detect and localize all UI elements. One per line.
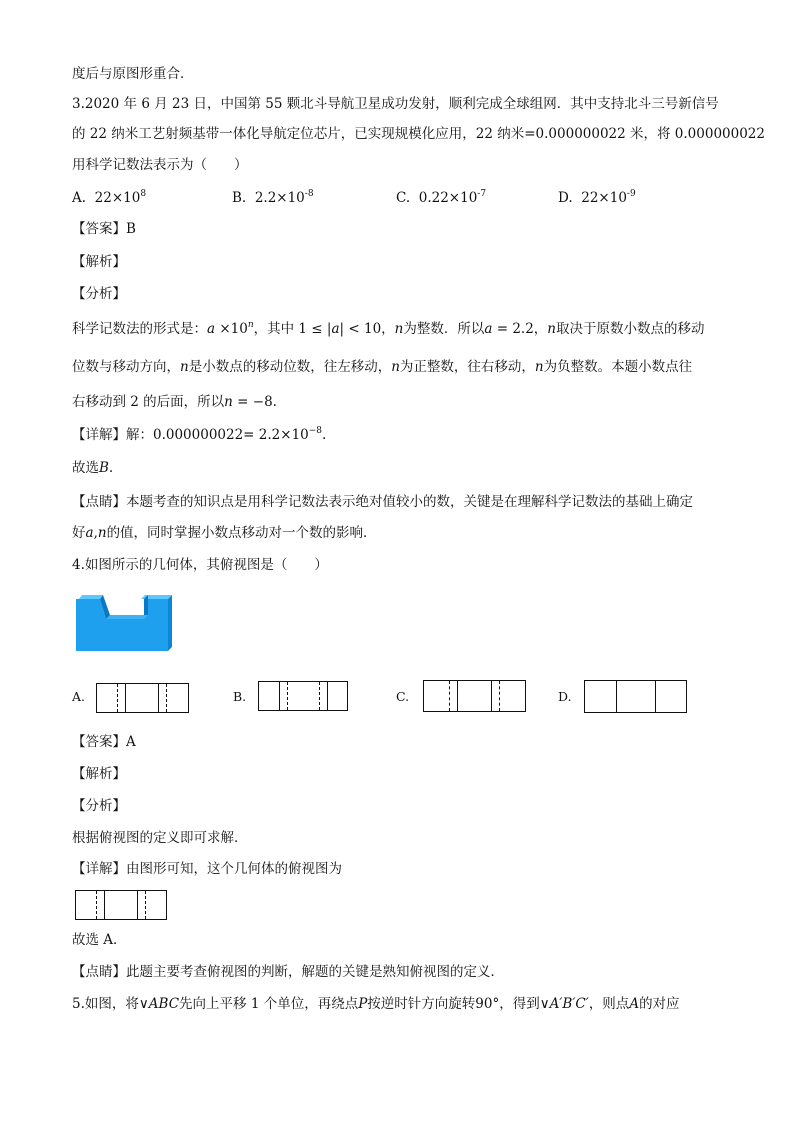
option-exponent: -9: [626, 189, 636, 199]
option-4-d-label: D.: [558, 689, 572, 704]
text: = −8.: [232, 394, 277, 410]
dashed-line: [96, 891, 97, 919]
text: .: [108, 460, 114, 476]
option-3-c: [396, 188, 486, 208]
var-n: n: [224, 394, 233, 410]
dashed-line: [166, 684, 167, 712]
detail-4: 【详解】由图形可知，这个几何体的俯视图为: [72, 861, 342, 877]
text: 故选: [72, 460, 99, 476]
solid-line: [457, 681, 458, 711]
text: 的值，同时掌握小数点移动对一个数的影响．: [106, 525, 377, 541]
point-p: P: [358, 996, 368, 1012]
question-3-line-3: 用科学记数法表示为（ ）: [72, 157, 248, 173]
text: 科学记数法的形式是：: [72, 321, 207, 337]
text: 的对应: [639, 996, 680, 1012]
option-4-b-figure: [258, 681, 348, 711]
solid-line: [125, 684, 126, 712]
option-4-a-label: A.: [72, 689, 86, 704]
text-line: 度后与原图形重合．: [72, 66, 194, 82]
var-n: n: [180, 359, 189, 375]
var-n: n: [97, 525, 107, 541]
text: | < 10，: [339, 321, 395, 337]
solid-front: [76, 599, 168, 651]
solid-line: [158, 684, 159, 712]
dashed-line: [145, 891, 146, 919]
question-5: [72, 994, 680, 1014]
text: 5.如图，将: [72, 996, 139, 1012]
var-a: a: [207, 321, 216, 337]
detail-3: [72, 425, 326, 445]
option-3-a: [72, 188, 146, 208]
option-label: C.: [396, 190, 411, 206]
var-a: a: [484, 321, 493, 337]
text: 好: [72, 525, 86, 541]
text: 为负整数。本题小数点往: [543, 359, 693, 375]
text: 为整数．所以: [403, 321, 485, 337]
dashed-line: [499, 681, 500, 711]
option-label: A.: [72, 190, 87, 206]
analysis-3-line-2: [72, 357, 692, 377]
solid-line: [137, 891, 138, 919]
var-n: n: [247, 320, 254, 330]
fenxi-4-header: 【分析】: [72, 798, 126, 814]
guxuan-4: 故选 A．: [72, 932, 127, 948]
text: 按逆时针方向旋转: [367, 996, 476, 1012]
text: ，得到: [499, 996, 540, 1012]
text: ×10: [215, 321, 248, 337]
triangle-abc: ∨ABC: [138, 996, 180, 1012]
solid-top-left: [79, 595, 103, 599]
option-4-d-figure: [584, 680, 687, 713]
question-3-line-2: 的 22 纳米工艺射频基带一体化导航定位芯片，已实现规模化应用，22 纳米=0.000000022 米，将 0.000000022: [72, 126, 765, 142]
option-label: D.: [558, 190, 573, 206]
var-a: a: [85, 525, 94, 541]
solid-line: [655, 681, 656, 712]
triangle-abc-prime: ∨A′B′C′: [539, 996, 589, 1012]
option-exponent: -8: [304, 189, 314, 199]
var-n: n: [394, 321, 404, 337]
analysis-3-line-3: [72, 392, 277, 412]
answer-letter: B: [99, 460, 109, 476]
option-label: B.: [232, 190, 247, 206]
option-value: 0.22×10: [418, 190, 478, 206]
answer-4: 【答案】A: [72, 734, 136, 750]
var-a: a: [331, 321, 340, 337]
text: 为正整数，往右移动，: [399, 359, 535, 375]
option-4-a-figure: [96, 683, 189, 713]
dashed-line: [449, 681, 450, 711]
answer-3: 【答案】B: [72, 221, 136, 237]
point-a: A: [629, 996, 640, 1012]
text: 先向上平移 1 个单位，再绕点: [179, 996, 359, 1012]
text: ,: [93, 525, 98, 541]
dianjing-3-line-2: [72, 523, 377, 543]
text: 【详解】解：0.000000022= 2.2×10: [72, 427, 309, 443]
text: ，则点: [588, 996, 630, 1012]
dianjing-3-line-1: 【点睛】本题考查的知识点是用科学记数法表示绝对值较小的数，关键是在理解科学记数法的基础上确定: [72, 494, 693, 510]
text: 是小数点的移动位数，往左移动，: [188, 359, 392, 375]
dashed-line: [319, 682, 320, 710]
dianjing-4: 【点睛】此题主要考查俯视图的判断，解题的关键是熟知俯视图的定义．: [72, 964, 504, 980]
var-n: n: [534, 359, 544, 375]
question-4: 4.如图所示的几何体，其俯视图是（ ）: [72, 557, 328, 573]
dashed-line: [117, 684, 118, 712]
solid-side: [168, 595, 172, 651]
option-3-d: [558, 188, 636, 208]
solid-line: [104, 891, 105, 919]
analysis-3-line-1: [72, 319, 705, 339]
solid-line: [279, 682, 280, 710]
angle: 90°: [475, 996, 500, 1012]
option-exponent: 8: [140, 189, 147, 199]
var-n: n: [391, 359, 400, 375]
solid-figure: [76, 592, 176, 654]
dashed-line: [287, 682, 288, 710]
solid-line: [616, 681, 617, 712]
option-4-c-figure: [423, 680, 526, 712]
option-value: 2.2×10: [254, 190, 305, 206]
solid-line: [491, 681, 492, 711]
option-exponent: -7: [477, 189, 487, 199]
analysis-4-header: 【解析】: [72, 766, 126, 782]
option-4-b-label: B.: [233, 689, 247, 704]
option-value: 22×10: [94, 190, 141, 206]
guxuan-3: [72, 458, 113, 478]
text: 取决于原数小数点的移动: [556, 321, 705, 337]
solid-line: [327, 682, 328, 710]
option-4-c-label: C.: [396, 689, 410, 704]
text: .: [322, 427, 327, 443]
analysis-3-header: 【解析】: [72, 254, 126, 270]
answer-4-figure: [75, 890, 167, 920]
fenxi-4-text: 根据俯视图的定义即可求解．: [72, 830, 248, 846]
exponent: −8: [308, 426, 323, 436]
text: 右移动到 2 的后面，所以: [72, 394, 225, 410]
text: = 2.2，: [492, 321, 548, 337]
question-3-line-1: 3.2020 年 6 月 23 日，中国第 55 颗北斗导航卫星成功发射，顺利完成全球组网．其中支持北斗三号新信号: [72, 96, 719, 112]
solid-notch-floor: [106, 615, 148, 619]
text: 位数与移动方向，: [72, 359, 180, 375]
text: ，其中 1 ≤ |: [253, 321, 332, 337]
option-value: 22×10: [581, 190, 627, 206]
var-n: n: [547, 321, 556, 337]
fenxi-3-header: 【分析】: [72, 286, 126, 302]
option-3-b: [232, 188, 314, 208]
